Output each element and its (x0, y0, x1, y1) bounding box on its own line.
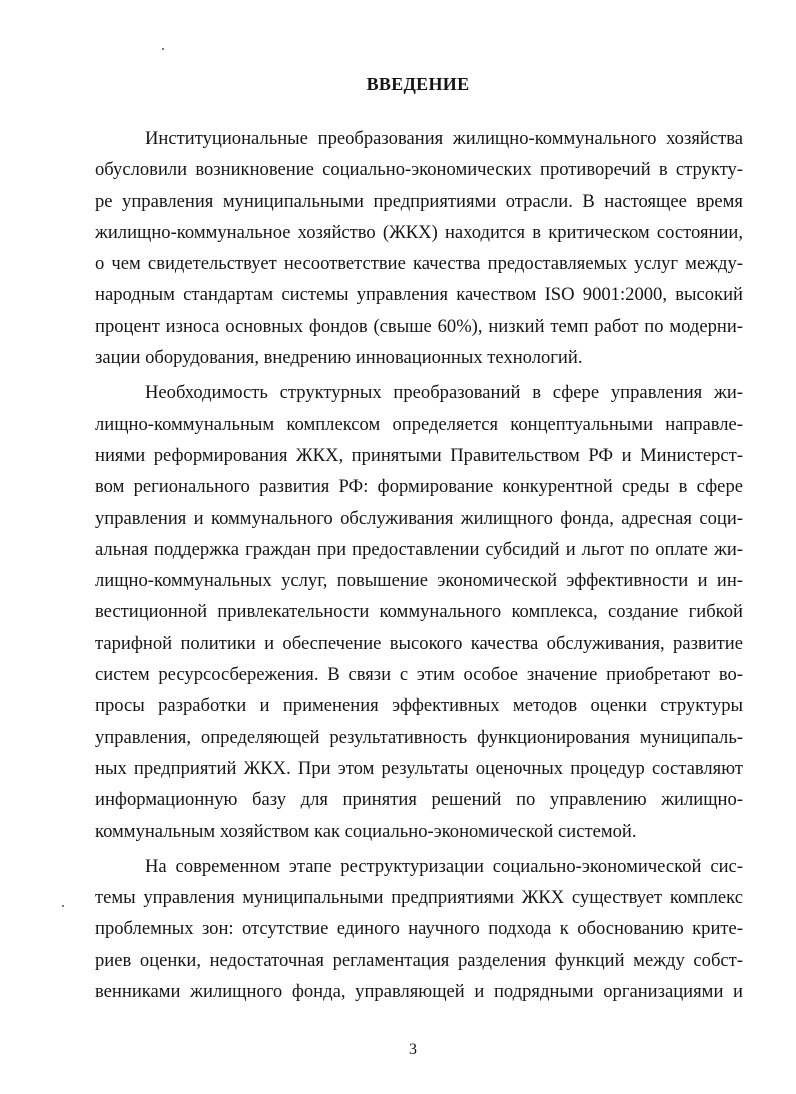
text-line: венниками жилищного фонда, управляющей и подрядными организациями и (95, 981, 743, 1003)
text-line: темы управления муниципальными предприятиями ЖКХ существует комплекс (95, 887, 743, 909)
text-line: Институциональные преобразования жилищно-коммунального хозяйства (145, 128, 743, 149)
text-line: вестиционной привлекательности коммунального комплекса, создание гибкой (95, 601, 743, 623)
paragraph-2 (95, 377, 743, 846)
text-line: зации оборудования, внедрению инновационных технологий. (95, 347, 583, 369)
paragraph-3 (95, 851, 743, 1007)
page-number: 3 (409, 1041, 417, 1058)
text-line: систем ресурсосбережения. В связи с этим особое значение приобретают во- (95, 664, 743, 686)
text-line: процент износа основных фондов (свыше 60%), низкий темп работ по модерни- (95, 315, 743, 337)
text-line: просы разработки и применения эффективных методов оценки структуры (95, 695, 743, 717)
body-text (95, 123, 743, 1007)
text-line: ре управления муниципальными предприятиями отрасли. В настоящее время (95, 190, 743, 212)
text-line: о чем свидетельствует несоответствие качества предоставляемых услуг между- (95, 253, 743, 275)
text-line: управления, определяющей результативность функционирования муниципаль- (95, 726, 743, 748)
text-line: жилищно-коммунальное хозяйство (ЖКХ) находится в критическом состоянии, (95, 221, 743, 243)
text-line: тарифной политики и обеспечение высокого качества обслуживания, развитие (95, 632, 743, 654)
text-line: лищно-коммунальных услуг, повышение экономической эффективности и ин- (95, 570, 743, 592)
text-line: вом регионального развития РФ: формирование конкурентной среды в сфере (95, 476, 743, 498)
text-line: На современном этапе реструктуризации социально-экономической сис- (145, 855, 743, 877)
text-line: риев оценки, недостаточная регламентация разделения функций между собст- (95, 949, 743, 971)
text-line: народным стандартам системы управления качеством ISO 9001:2000, высокий (95, 284, 743, 306)
text-line: проблемных зон: отсутствие единого научного подхода к обоснованию крите- (95, 918, 743, 940)
text-line: управления и коммунального обслуживания жилищного фонда, адресная соци- (95, 507, 743, 529)
text-line: Необходимость структурных преобразований в сфере управления жи- (145, 382, 743, 404)
text-line: коммунальным хозяйством как социально-экономической системой. (95, 820, 637, 842)
text-line: обусловили возникновение социально-экономических противоречий в структу- (95, 159, 743, 181)
text-line: ных предприятий ЖКХ. При этом результаты оценочных процедур составляют (95, 757, 743, 779)
paragraph-1 (95, 123, 743, 373)
text-line: альная поддержка граждан при предоставлении субсидий и льгот по оплате жи- (95, 538, 743, 560)
scan-speck (62, 905, 64, 907)
text-line: информационную базу для принятия решений по управлению жилищно- (95, 789, 743, 811)
page-title: ВВЕДЕНИЕ (366, 74, 470, 94)
scan-speck (162, 48, 164, 50)
text-line: лищно-коммунальным комплексом определяется концептуальными направле- (95, 413, 743, 435)
text-line: ниями реформирования ЖКХ, принятыми Правительством РФ и Министерст- (95, 444, 743, 466)
